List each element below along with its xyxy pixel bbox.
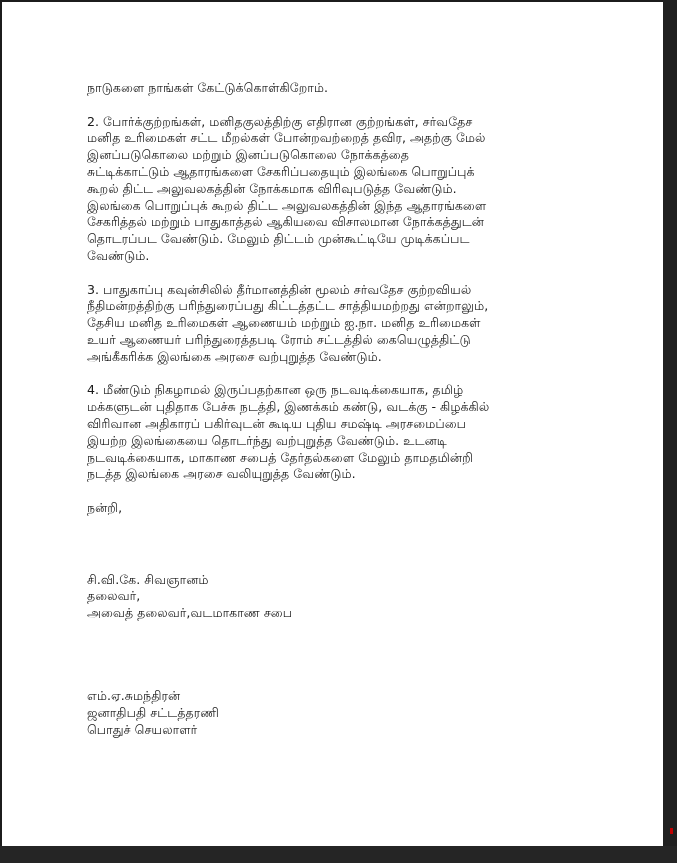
viewer-background-bottom	[0, 846, 677, 863]
signature-gap	[87, 534, 607, 572]
paragraph-3	[87, 282, 607, 366]
paragraph-line: விரிவான அதிகாரப் பகிர்வுடன் கூடிய புதிய சமஷ்டி அரசமைப்பை	[87, 415, 466, 431]
paragraph-line: 3. பாதுகாப்பு கவுன்சிலில் தீர்மானத்தின் மூலம் சர்வதேச குற்றவியல்	[87, 281, 472, 297]
signatory-title: தலைவர்,	[87, 588, 141, 604]
paragraph-4	[87, 382, 607, 483]
signatory-role: பொதுச் செயலாளர்	[87, 721, 198, 737]
document-page	[2, 2, 663, 846]
paragraph-line: நடவடிக்கையாக, மாகாண சபைத் தேர்தல்களை மேலும் தாமதமின்றி	[87, 449, 473, 465]
signatory-name: சி.வி.கே. சிவஞானம்	[87, 571, 209, 587]
closing-text: நன்றி,	[87, 499, 123, 515]
paragraph-2	[87, 114, 607, 265]
paragraph-line: அங்கீகரிக்க இலங்கை அரசை வற்புறுத்த வேண்டும்.	[87, 348, 382, 364]
paragraph-line: 4. மீண்டும் நிகழாமல் இருப்பதற்கான ஒரு நடவடிக்கையாக, தமிழ்	[87, 382, 464, 398]
signature-block-1	[87, 572, 607, 622]
paragraph-line: மக்களுடன் புதிதாக பேச்சு நடத்தி, இணக்கம் கண்டு, வடக்கு - கிழக்கில்	[87, 399, 490, 415]
paragraph-line: நடத்த இலங்கை அரசை வலியுறுத்த வேண்டும்.	[87, 466, 356, 482]
intro-paragraph	[87, 80, 607, 97]
paragraph-line: சேகரித்தல் மற்றும் பாதுகாத்தல் ஆகியவை விசாலமான நோக்கத்துடன்	[87, 214, 484, 230]
signature-gap	[87, 622, 607, 688]
paragraph-line: இயற்ற இலங்கையை தொடர்ந்து வற்புறுத்த வேண்டும். உடனடி	[87, 432, 447, 448]
intro-line: நாடுகளை நாங்கள் கேட்டுக்கொள்கிறோம்.	[87, 80, 329, 95]
signature-block-2	[87, 688, 607, 738]
viewer-background-right	[663, 0, 677, 863]
paragraph-line: இலங்கை பொறுப்புக் கூறல் திட்ட அலுவலகத்தின் இந்த ஆதாரங்களை	[87, 197, 487, 213]
paragraph-line: தொடரப்பட வேண்டும். மேலும் திட்டம் முன்கூட்டியே முடிக்கப்பட	[87, 231, 470, 247]
paragraph-line: நீதிமன்றத்திற்கு பரிந்துரைப்பது கிட்டத்தட்ட சாத்தியமற்றது என்றாலும்,	[87, 298, 489, 314]
paragraph-line: இனப்படுகொலை மற்றும் இனப்படுகொலை நோக்கத்தை	[87, 147, 409, 163]
paragraph-line: உயர் ஆணையர் பரிந்துரைத்தபடி ரோம் சட்டத்தில் கையெழுத்திட்டு	[87, 331, 471, 347]
paragraph-line: தேசிய மனித உரிமைகள் ஆணையம் மற்றும் ஐ.நா. மனித உரிமைகள்	[87, 315, 481, 331]
closing	[87, 500, 607, 517]
paragraph-line: சுட்டிக்காட்டும் ஆதாரங்களை சேகரிப்பதையும் இலங்கை பொறுப்புக்	[87, 163, 475, 179]
signatory-name: எம்.ஏ.சுமந்திரன்	[87, 687, 181, 703]
paragraph-line: கூறல் திட்ட அலுவலகத்தின் நோக்கமாக விரிவுபடுத்த வேண்டும்.	[87, 180, 457, 196]
paragraph-line: மனித உரிமைகள் சட்ட மீறல்கள் போன்றவற்றைத் தவிர, அதற்கு மேல்	[87, 130, 486, 146]
signatory-title: ஜனாதிபதி சட்டத்தரணி	[87, 704, 219, 720]
signatory-role: அவைத் தலைவர்,வடமாகாண சபை	[87, 605, 293, 621]
paragraph-line: வேண்டும்.	[87, 247, 150, 263]
paragraph-line: 2. போர்க்குற்றங்கள், மனிதகுலத்திற்கு எதிரான குற்றங்கள், சர்வதேச	[87, 113, 473, 129]
letter-body	[87, 80, 607, 738]
cursor-mark-icon	[670, 828, 673, 834]
